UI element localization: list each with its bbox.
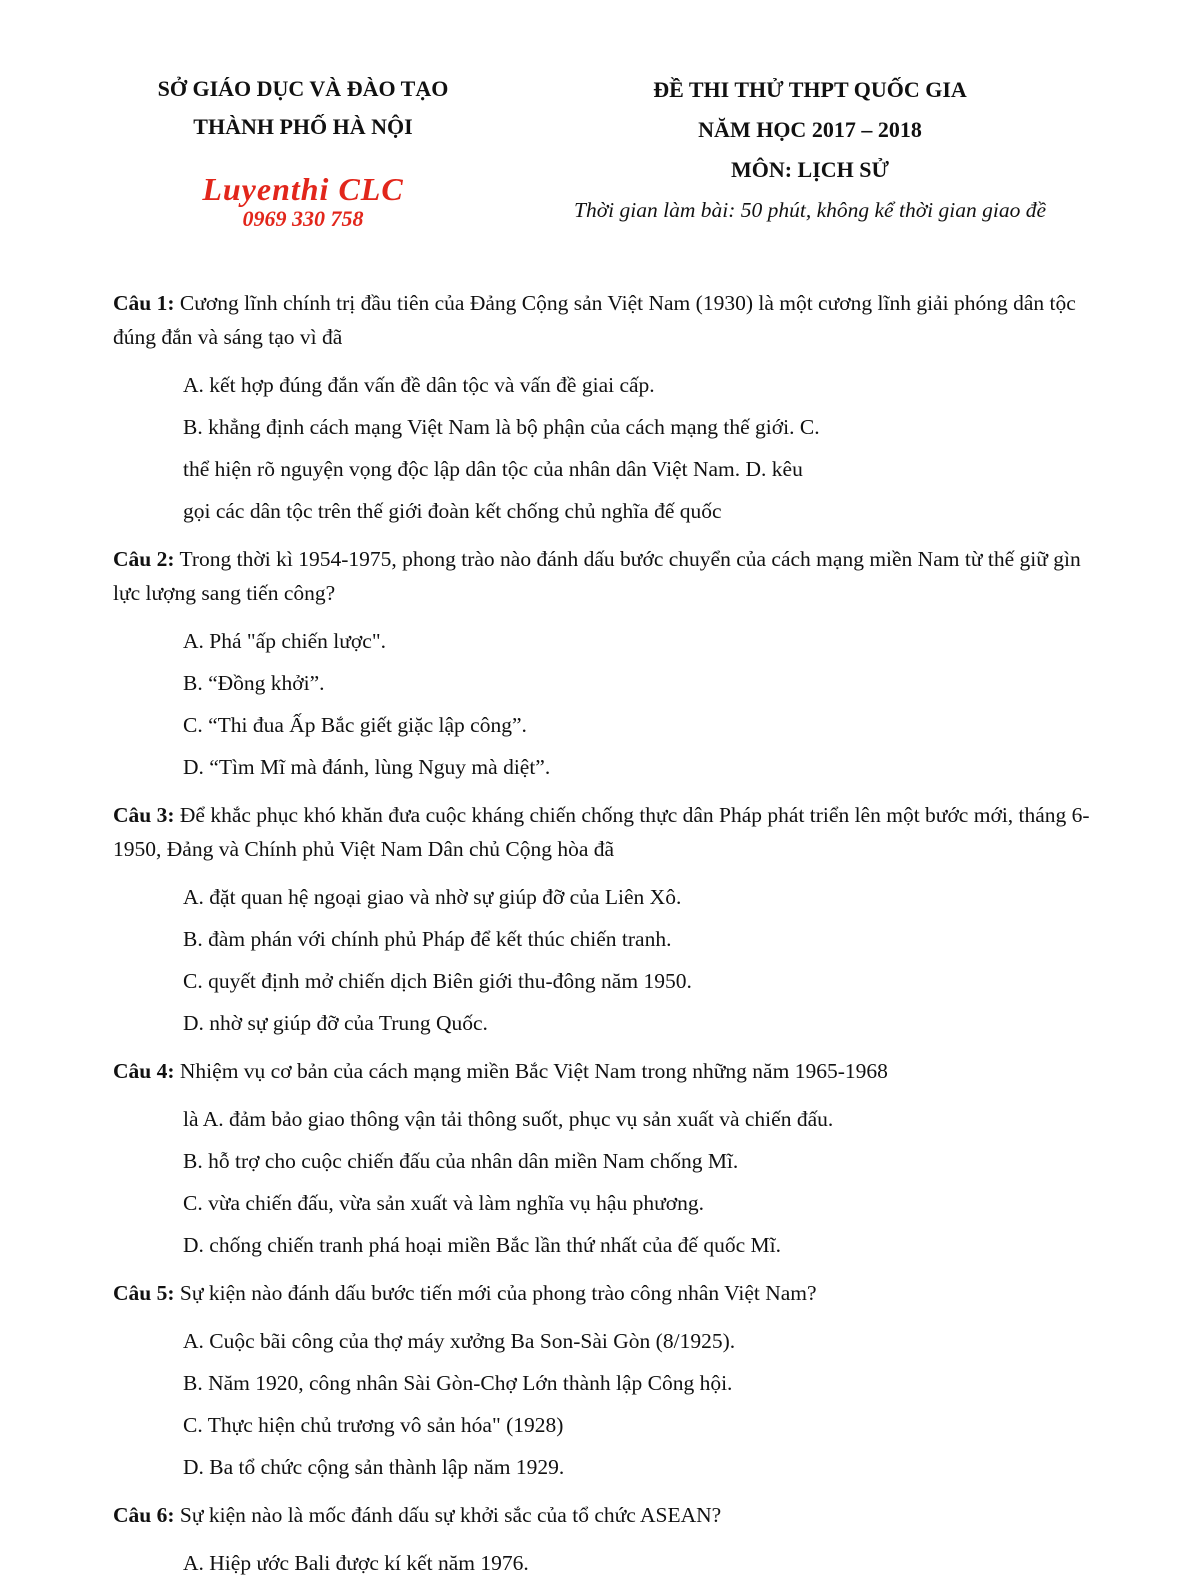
exam-title: ĐỀ THI THỬ THPT QUỐC GIA (653, 77, 967, 102)
answer-option: A. đặt quan hệ ngoại giao và nhờ sự giúp đỡ của Liên Xô. (183, 885, 682, 909)
subject-name: MÔN: LỊCH SỬ (730, 157, 890, 182)
answer-option: C. “Thi đua Ấp Bắc giết giặc lập công”. (183, 713, 527, 737)
answer-option: B. Năm 1920, công nhân Sài Gòn-Chợ Lớn thành lập Công hội. (183, 1371, 733, 1395)
question-label: Câu 4: (113, 1059, 175, 1083)
question-stem: Câu 3: Để khắc phục khó khăn đưa cuộc kháng chiến chống thực dân Pháp phát triển lên một bước mới, tháng 6-1950, Đảng và Chính phủ Việt Nam Dân chủ Cộng hòa đã (113, 803, 1090, 861)
question-label: Câu 5: (113, 1281, 175, 1305)
questions (0, 232, 1200, 1574)
logo-text: Luyenthi CLC (202, 171, 404, 207)
time-limit: Thời gian làm bài: 50 phút, không kể thời gian giao đề (573, 198, 1047, 222)
question (113, 542, 1108, 778)
school-year: NĂM HỌC 2017 – 2018 (698, 117, 922, 142)
issuer-line-2: THÀNH PHỐ HÀ NỘI (193, 114, 413, 139)
answer-option: D. Ba tổ chức cộng sản thành lập năm 1929. (183, 1455, 565, 1479)
question-label: Câu 3: (113, 803, 175, 827)
answer-option: B. đàm phán với chính phủ Pháp để kết thúc chiến tranh. (183, 927, 672, 951)
question-stem: Câu 4: Nhiệm vụ cơ bản của cách mạng miền Bắc Việt Nam trong những năm 1965-1968 (113, 1059, 888, 1083)
issuer-line-1: SỞ GIÁO DỤC VÀ ĐÀO TẠO (157, 76, 449, 101)
answer-option: A. kết hợp đúng đắn vấn đề dân tộc và vấn đề giai cấp. (183, 373, 655, 397)
exam-header (0, 0, 1200, 232)
question-stem: Câu 6: Sự kiện nào là mốc đánh dấu sự khởi sắc của tổ chức ASEAN? (113, 1503, 722, 1527)
answer-option: gọi các dân tộc trên thế giới đoàn kết chống chủ nghĩa đế quốc (183, 499, 722, 523)
answer-option: thể hiện rõ nguyện vọng độc lập dân tộc của nhân dân Việt Nam. D. kêu (183, 457, 803, 481)
issuer-block (138, 70, 468, 232)
answer-option: C. quyết định mở chiến dịch Biên giới thu-đông năm 1950. (183, 969, 692, 993)
title-block (468, 70, 1112, 225)
answer-option: C. Thực hiện chủ trương vô sản hóa" (1928) (183, 1413, 564, 1437)
answer-option: C. vừa chiến đấu, vừa sản xuất và làm nghĩa vụ hậu phương. (183, 1191, 704, 1215)
answer-option: B. hỗ trợ cho cuộc chiến đấu của nhân dân miền Nam chống Mĩ. (183, 1149, 739, 1173)
logo (138, 172, 468, 232)
question (113, 1498, 1108, 1574)
answer-option: D. “Tìm Mĩ mà đánh, lùng Nguy mà diệt”. (183, 755, 551, 779)
question (113, 1054, 1108, 1256)
logo-phone: 0969 330 758 (242, 206, 364, 231)
answer-option: A. Cuộc bãi công của thợ máy xưởng Ba Son-Sài Gòn (8/1925). (183, 1329, 736, 1353)
question (113, 286, 1108, 522)
question-stem: Câu 2: Trong thời kì 1954-1975, phong trào nào đánh dấu bước chuyển của cách mạng miền Nam từ thế giữ gìn lực lượng sang tiến công? (113, 547, 1081, 605)
answer-option: B. khẳng định cách mạng Việt Nam là bộ phận của cách mạng thế giới. C. (183, 415, 820, 439)
question-stem: Câu 1: Cương lĩnh chính trị đầu tiên của Đảng Cộng sản Việt Nam (1930) là một cương lĩnh giải phóng dân tộc đúng đắn và sáng tạo vì đã (113, 291, 1076, 349)
question (113, 798, 1108, 1034)
answer-option: là A. đảm bảo giao thông vận tải thông suốt, phục vụ sản xuất và chiến đấu. (183, 1107, 834, 1131)
answer-option: A. Hiệp ước Bali được kí kết năm 1976. (183, 1551, 529, 1575)
answer-option: B. “Đồng khởi”. (183, 671, 325, 695)
question-label: Câu 2: (113, 547, 175, 571)
answer-option: D. chống chiến tranh phá hoại miền Bắc lần thứ nhất của đế quốc Mĩ. (183, 1233, 781, 1257)
question-stem: Câu 5: Sự kiện nào đánh dấu bước tiến mới của phong trào công nhân Việt Nam? (113, 1281, 817, 1305)
answer-option: D. nhờ sự giúp đỡ của Trung Quốc. (183, 1011, 488, 1035)
question-label: Câu 6: (113, 1503, 175, 1527)
answer-option: A. Phá "ấp chiến lược". (183, 629, 386, 653)
question-label: Câu 1: (113, 291, 175, 315)
question (113, 1276, 1108, 1478)
